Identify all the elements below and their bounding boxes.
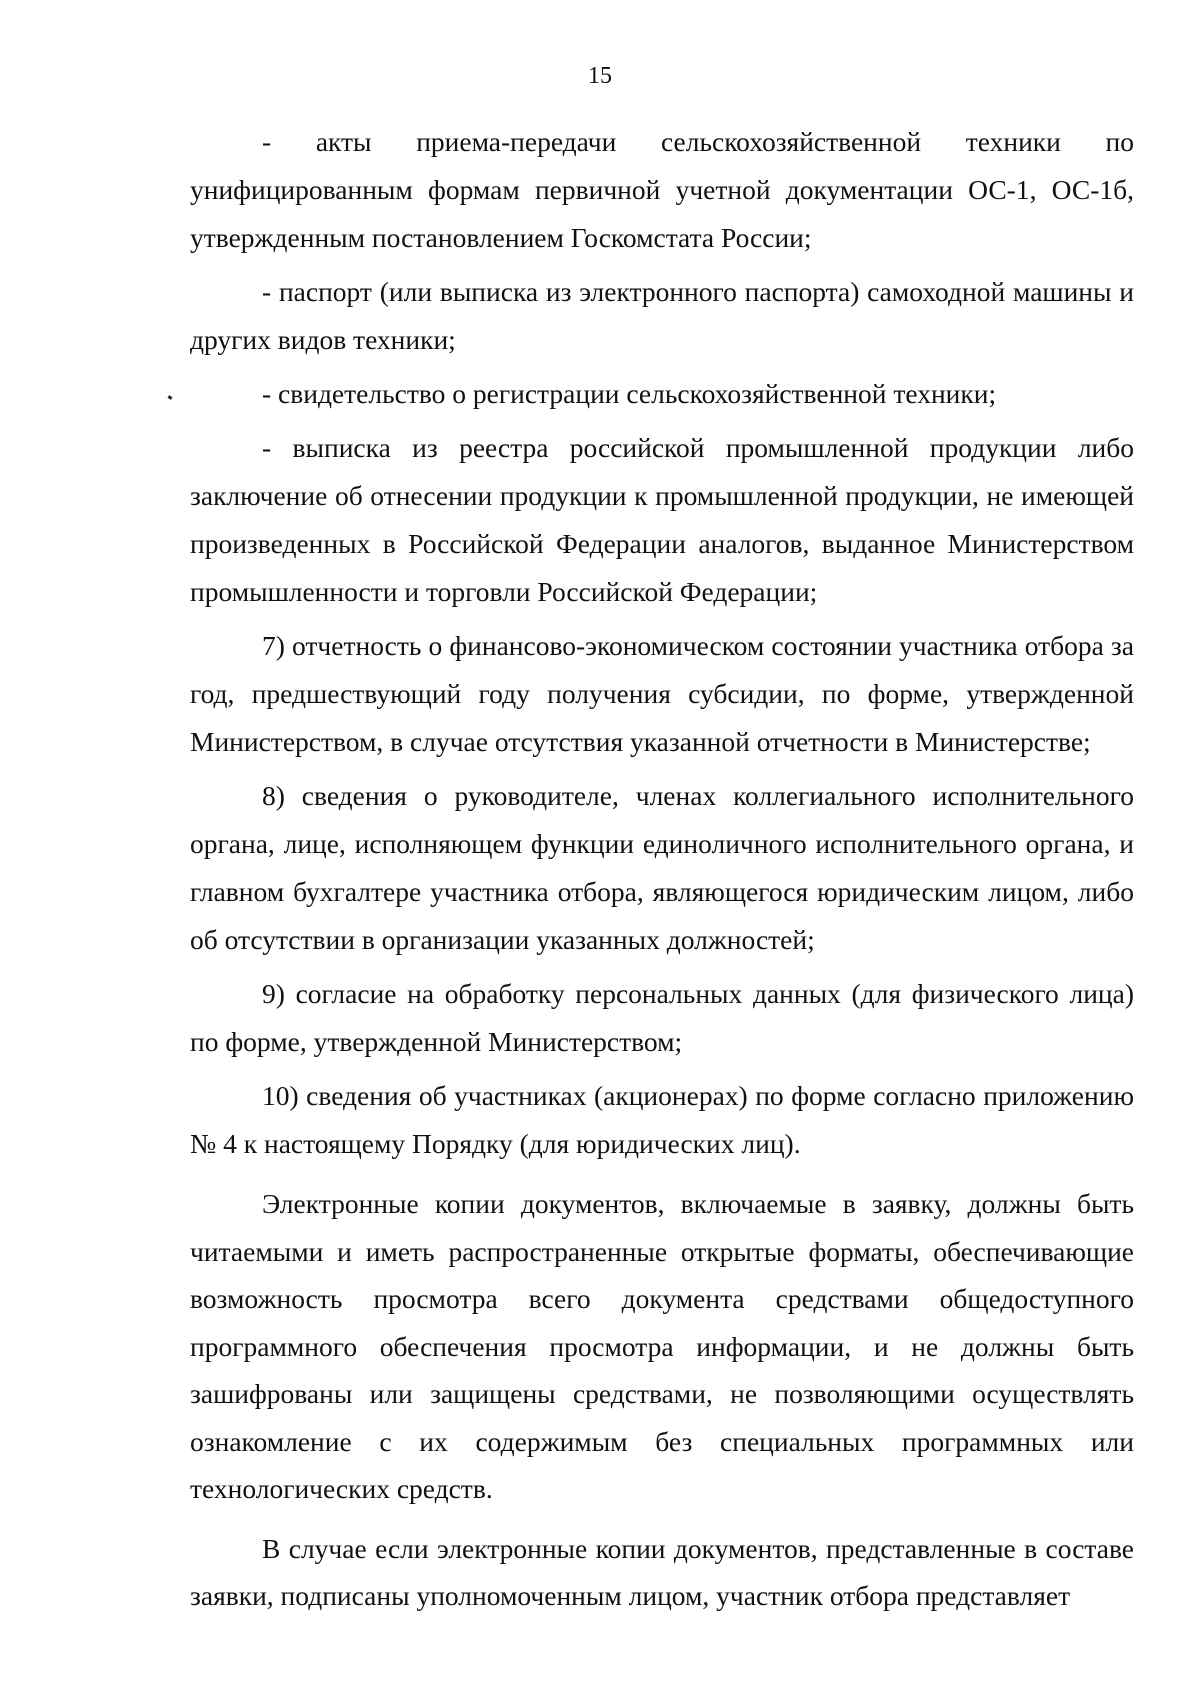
paragraph-electronic-copies: Электронные копии документов, включаемые в заявку, должны быть читаемыми и иметь распространенные открытые форматы, обеспечивающие возможность просмотра всего документа средствами общедоступного программного обеспечения просмотра информации, и не должны быть зашифрованы или защищены средствами, не позволяющими осуществлять ознакомление с их содержимым без специальных программных или технологических средств. (190, 1188, 1134, 1504)
paragraph-acts: - акты приема-передачи сельскохозяйственной техники по унифицированным формам первичной учетной документации ОС-1, ОС-1б, утвержденным постановлением Госкомстата России; (190, 126, 1134, 253)
page-number: 15 (588, 63, 612, 89)
paragraph-certificate: - свидетельство о регистрации сельскохозяйственной техники; (262, 378, 997, 409)
scan-artifact-mark (168, 395, 173, 400)
paragraph-item-7: 7) отчетность о финансово-экономическом состоянии участника отбора за год, предшествующий году получения субсидии, по форме, утвержденной Министерством, в случае отсутствия указанной отчетности в Министерстве; (190, 630, 1134, 757)
document-body (190, 118, 1134, 1620)
paragraph-passport: - паспорт (или выписка из электронного паспорта) самоходной машины и других видов техники; (190, 276, 1134, 355)
paragraph-item-8: 8) сведения о руководителе, членах коллегиального исполнительного органа, лице, исполняющем функции единоличного исполнительного органа, и главном бухгалтере участника отбора, являющегося юридическим лицом, либо об отсутствии в организации указанных должностей; (190, 780, 1134, 955)
paragraph-item-10: 10) сведения об участниках (акционерах) по форме согласно приложению № 4 к настоящему Порядку (для юридических лиц). (190, 1080, 1134, 1159)
paragraph-item-9: 9) согласие на обработку персональных данных (для физического лица) по форме, утвержденной Министерством; (190, 978, 1134, 1057)
paragraph-authorized-person: В случае если электронные копии документов, представленные в составе заявки, подписаны уполномоченным лицом, участник отбора представляет (190, 1532, 1134, 1611)
paragraph-registry-extract: - выписка из реестра российской промышленной продукции либо заключение об отнесении продукции к промышленной продукции, не имеющей произведенных в Российской Федерации аналогов, выданное Министерством промышленности и торговли Российской Федерации; (190, 432, 1134, 607)
